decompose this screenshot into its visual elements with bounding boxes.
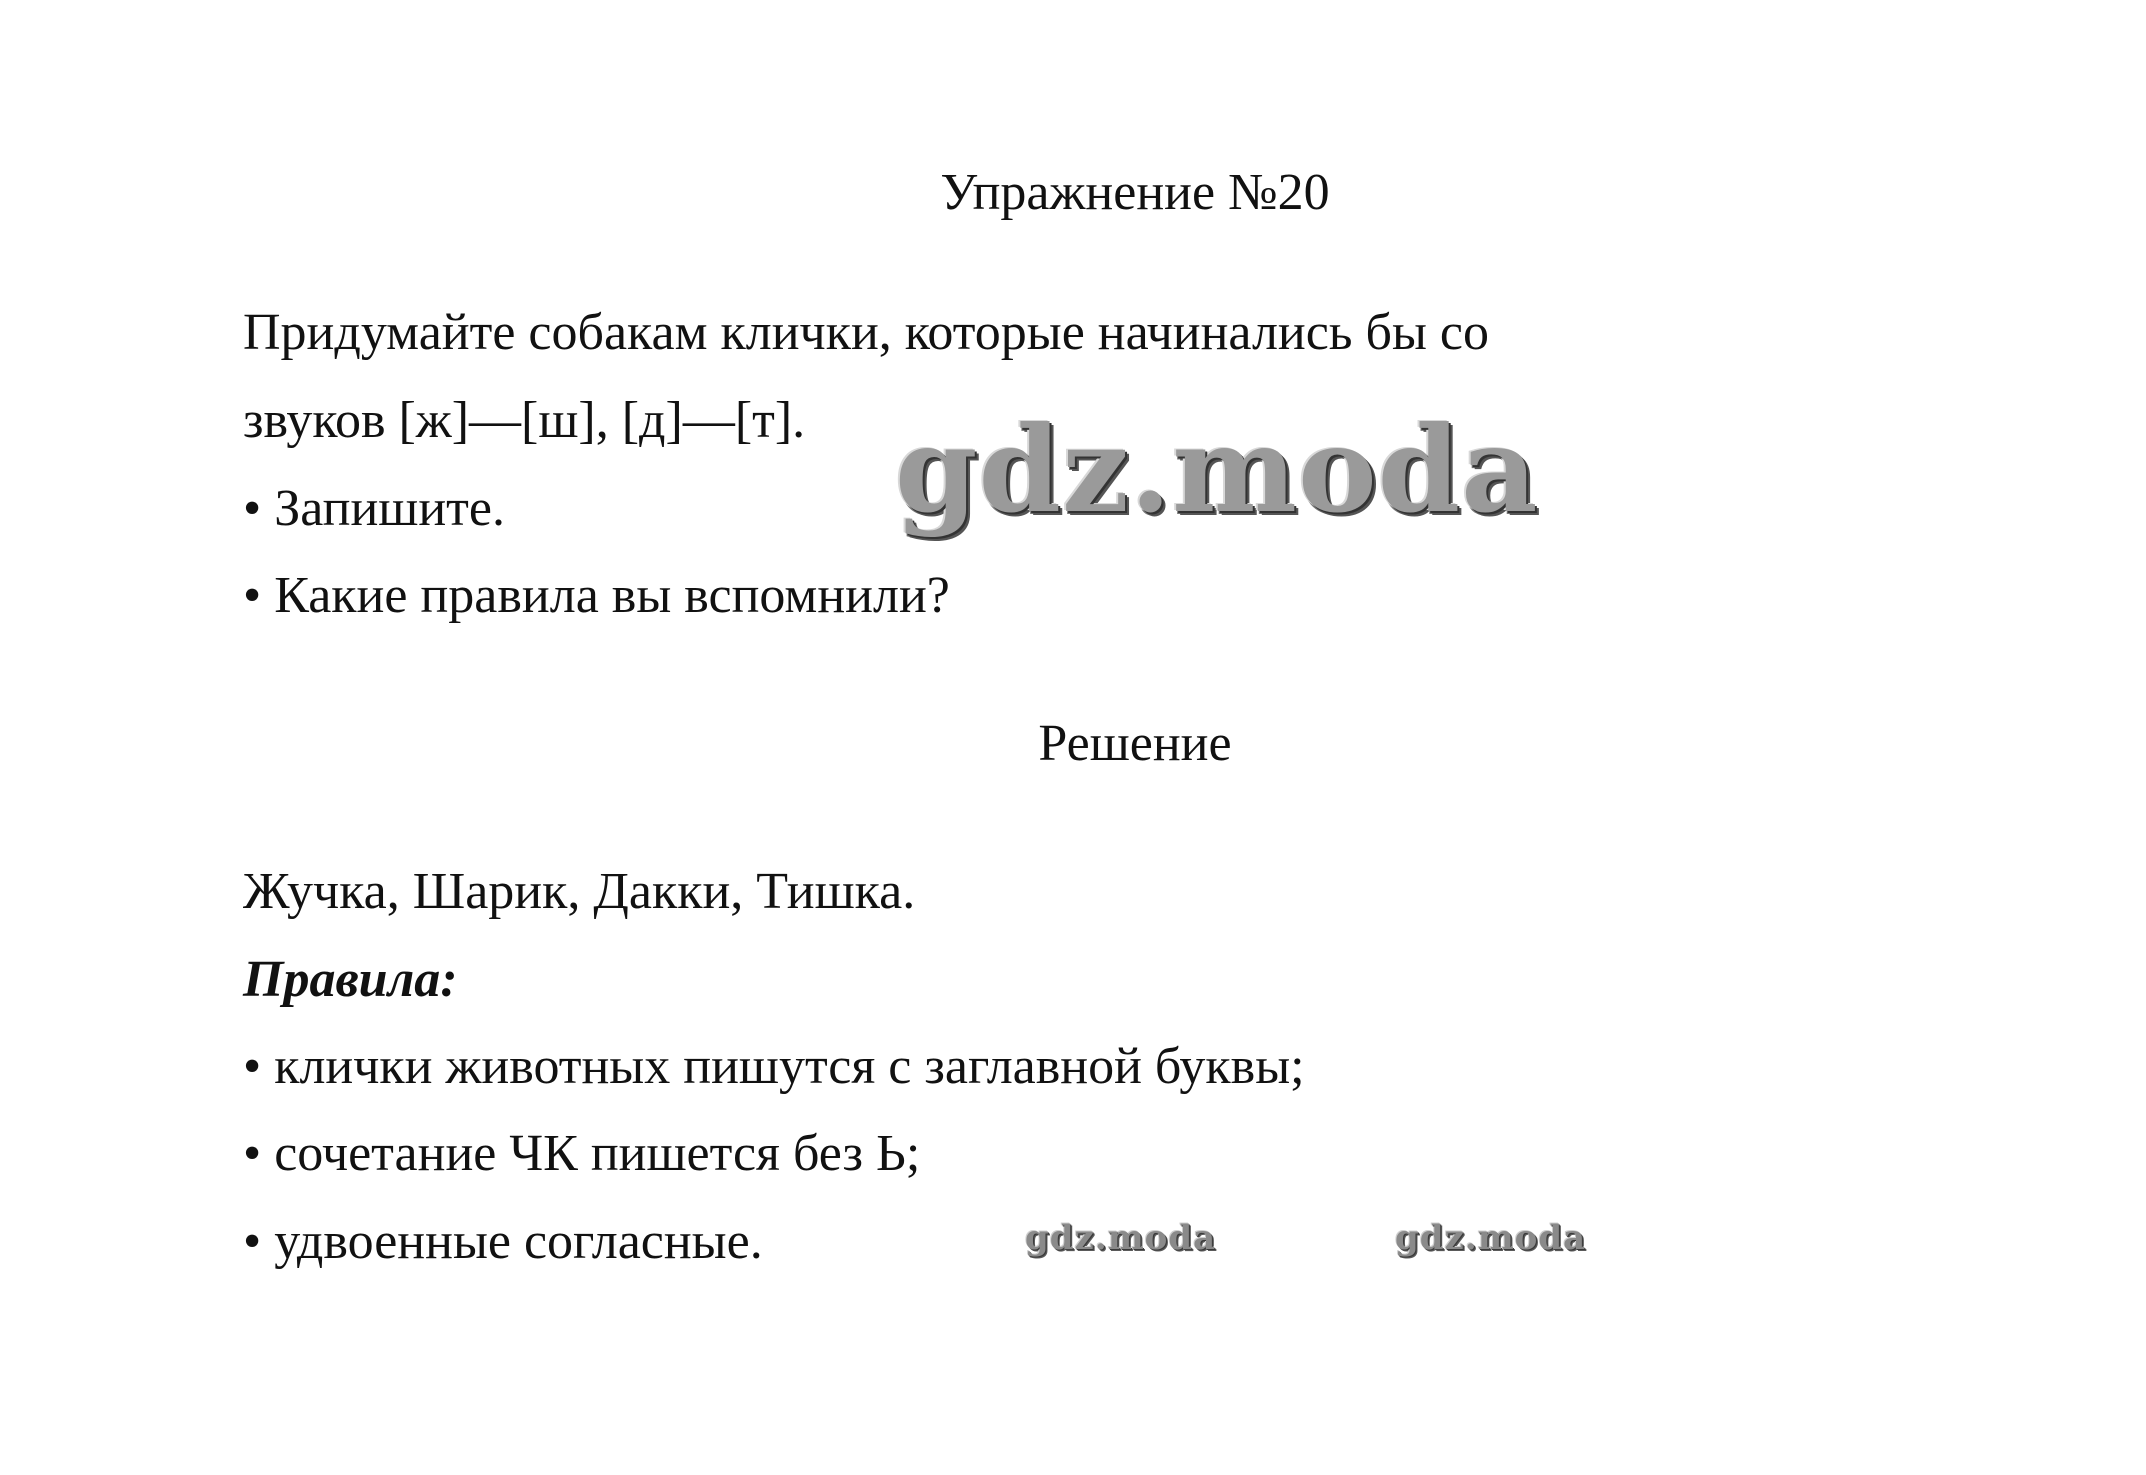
task-bullet-write: • Запишите.: [243, 480, 505, 537]
rule-item-capital-letter: • клички животных пишутся с заглавной буквы;: [243, 1038, 1305, 1095]
watermark-logo-small: gdz.moda: [1395, 1218, 1587, 1258]
answer-text: Жучка, Шарик, Дакки, Тишка.: [243, 863, 916, 920]
task-bullet-rules-question: • Какие правила вы вспомнили?: [243, 567, 950, 624]
task-text-line-1: Придумайте собакам клички, которые начинались бы со: [243, 304, 1489, 361]
rules-heading: Правила:: [243, 951, 458, 1008]
task-text-line-2: звуков [ж]—[ш], [д]—[т].: [243, 392, 806, 449]
watermark-logo: gdz.moda: [895, 400, 1539, 539]
rule-item-double-consonants: • удвоенные согласные.: [243, 1213, 763, 1270]
exercise-title: Упражнение №20: [940, 164, 1330, 221]
solution-heading: Решение: [1038, 715, 1232, 772]
watermark-logo-small: gdz.moda: [1025, 1218, 1217, 1258]
rule-item-chk-combination: • сочетание ЧК пишется без Ь;: [243, 1125, 921, 1182]
